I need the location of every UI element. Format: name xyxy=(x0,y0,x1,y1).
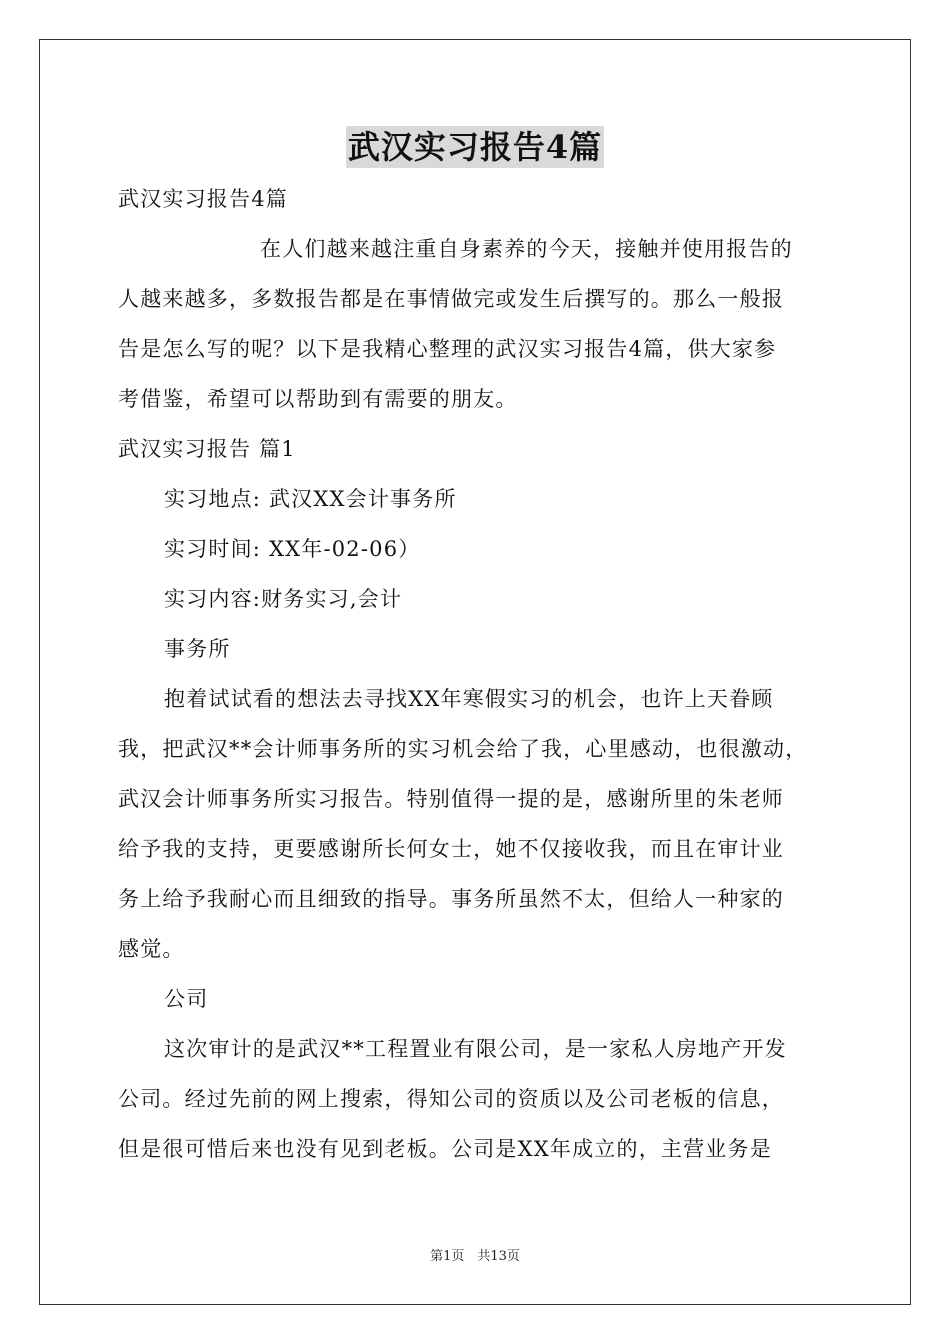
title-container xyxy=(0,126,950,168)
text-line: 事务所 xyxy=(164,637,231,661)
page-border xyxy=(39,39,911,1305)
document-title: 武汉实习报告4篇 xyxy=(347,128,603,166)
text-line: 人越来越多，多数报告都是在事情做完或发生后撰写的。那么一般报 xyxy=(118,287,784,311)
text-line: 公司。经过先前的网上搜索，得知公司的资质以及公司老板的信息， xyxy=(118,1087,784,1111)
text-line: 这次审计的是武汉**工程置业有限公司，是一家私人房地产开发 xyxy=(164,1037,787,1061)
text-line: 在人们越来越注重自身素养的今天，接触并使用报告的 xyxy=(260,237,793,261)
text-line: 告是怎么写的呢？以下是我精心整理的武汉实习报告4篇，供大家参 xyxy=(118,337,777,361)
text-line: 我，把武汉**会计师事务所的实习机会给了我，心里感动，也很激动， xyxy=(118,737,808,761)
text-line: 实习地点: 武汉XX会计事务所 xyxy=(164,487,457,511)
text-line: 实习内容:财务实习,会计 xyxy=(164,587,403,611)
page-footer: 第1页 共13页 xyxy=(430,1249,520,1264)
text-line: 实习时间: XX年-02-06） xyxy=(164,537,421,561)
section-heading: 武汉实习报告 篇1 xyxy=(118,437,296,461)
text-line: 务上给予我耐心而且细致的指导。事务所虽然不太，但给人一种家的 xyxy=(118,887,784,911)
text-line: 抱着试试看的想法去寻找XX年寒假实习的机会，也许上天眷顾 xyxy=(164,687,774,711)
text-line: 武汉实习报告4篇 xyxy=(118,187,288,211)
text-line: 给予我的支持，更要感谢所长何女士，她不仅接收我，而且在审计业 xyxy=(118,837,784,861)
text-line: 但是很可惜后来也没有见到老板。公司是XX年成立的，主营业务是 xyxy=(118,1137,772,1161)
text-line: 武汉会计师事务所实习报告。特别值得一提的是，感谢所里的朱老师 xyxy=(118,787,784,811)
text-line: 公司 xyxy=(164,987,209,1011)
text-line: 感觉。 xyxy=(118,937,185,961)
text-line: 考借鉴，希望可以帮助到有需要的朋友。 xyxy=(118,387,518,411)
